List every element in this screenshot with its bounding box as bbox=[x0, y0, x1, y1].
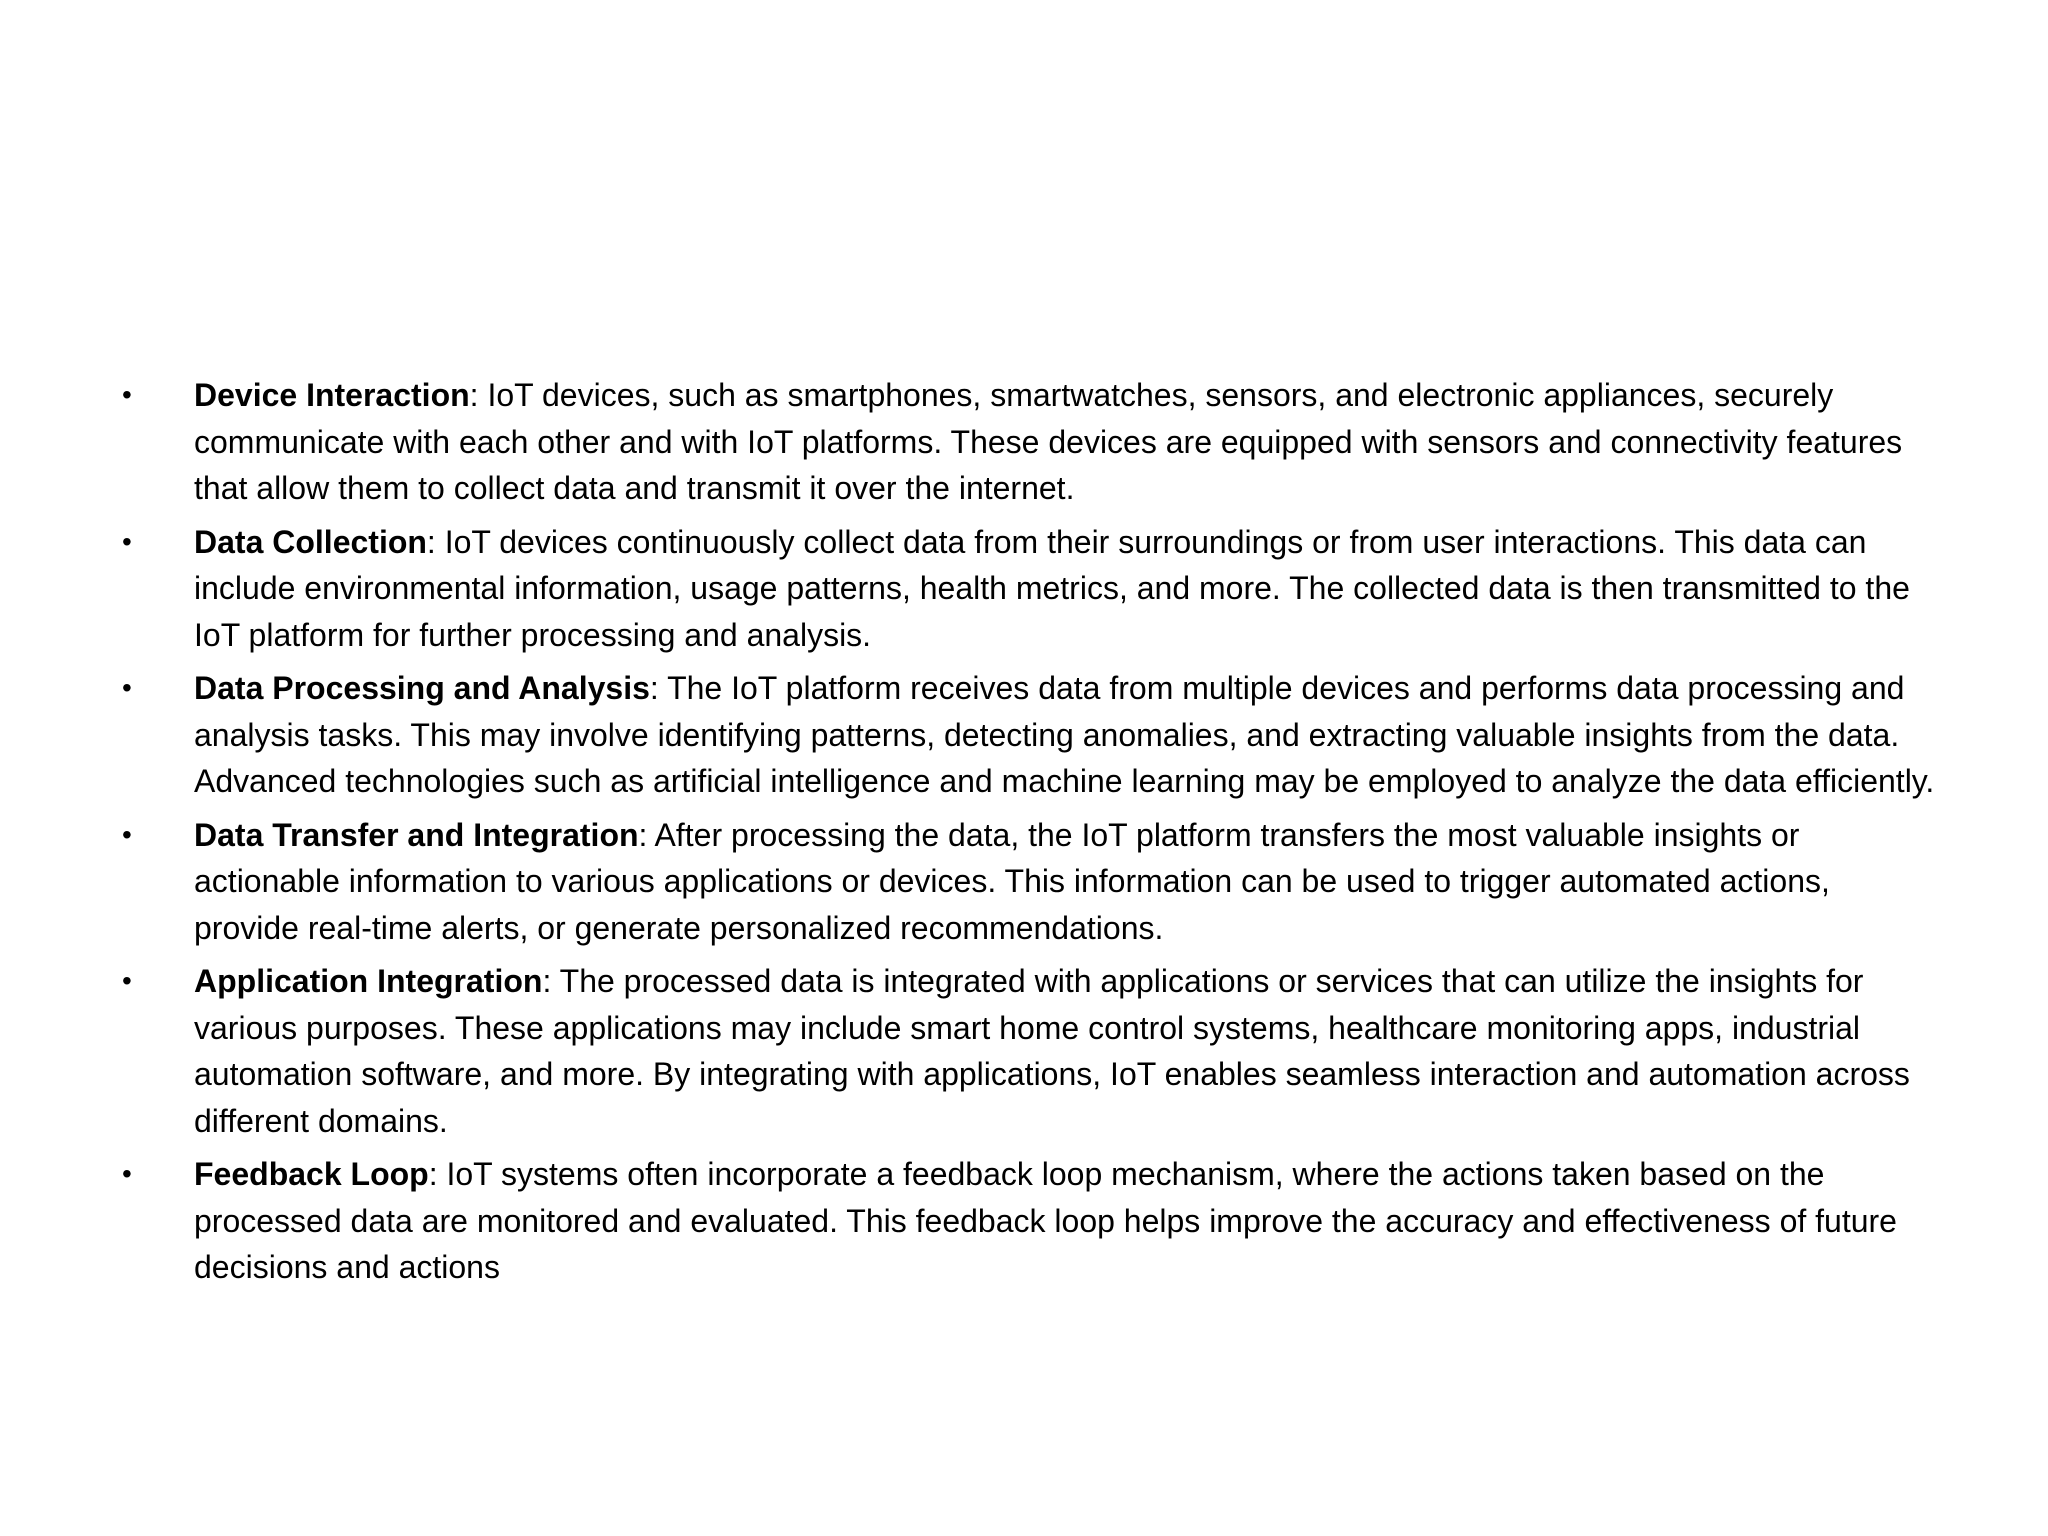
item-text: : After processing the data, the IoT platform transfers the most valuable insights or actionable information to various applications or devices. This information can be used to trigger automated actions, provide real-time alerts, or generate personalized recommendations. bbox=[194, 816, 1830, 946]
bullet-icon: • bbox=[122, 1158, 132, 1189]
list-item bbox=[120, 958, 1940, 1144]
item-text: : IoT devices, such as smartphones, smartwatches, sensors, and electronic appliances, securely communicate with each other and with IoT platforms. These devices are equipped with sensors and connectivity features that allow them to collect data and transmit it over the internet. bbox=[194, 377, 1903, 506]
list-item bbox=[120, 665, 1940, 805]
item-term: Data Transfer and Integration bbox=[194, 816, 639, 853]
list-item bbox=[120, 372, 1940, 512]
item-text: : IoT systems often incorporate a feedback loop mechanism, where the actions taken based on the processed data are monitored and evaluated. This feedback loop helps improve the accuracy and effectiveness of future decisions and actions bbox=[194, 1156, 1897, 1285]
item-term: Device Interaction bbox=[194, 377, 470, 413]
bullet-icon: • bbox=[122, 818, 132, 850]
bullet-icon: • bbox=[122, 965, 132, 996]
bullet-icon: • bbox=[122, 379, 132, 410]
item-text: : IoT devices continuously collect data from their surroundings or from user interactions. This data can include environmental information, usage patterns, health metrics, and more. The collected data is then transmitted to the IoT platform for further processing and analysis. bbox=[194, 523, 1910, 653]
bullet-icon: • bbox=[122, 525, 132, 557]
bullet-icon: • bbox=[122, 672, 132, 703]
list-item bbox=[120, 812, 1940, 952]
item-text: : The IoT platform receives data from multiple devices and performs data processing and analysis tasks. This may involve identifying patterns, detecting anomalies, and extracting valuable insights from the data. Advanced technologies such as artificial intelligence and machine learning may be employed to analyze the data efficiently. bbox=[194, 670, 1935, 799]
list-item bbox=[120, 1151, 1940, 1291]
bullet-list bbox=[120, 372, 1940, 1298]
item-term: Data Collection bbox=[194, 523, 427, 560]
item-term: Application Integration bbox=[194, 963, 543, 999]
item-term: Feedback Loop bbox=[194, 1156, 429, 1192]
list-item bbox=[120, 519, 1940, 659]
item-text: : The processed data is integrated with applications or services that can utilize the insights for various purposes. These applications may include smart home control systems, healthcare monitoring apps, industrial automation software, and more. By integrating with applications, IoT enables seamless interaction and automation across different domains. bbox=[194, 963, 1910, 1139]
item-term: Data Processing and Analysis bbox=[194, 670, 650, 706]
